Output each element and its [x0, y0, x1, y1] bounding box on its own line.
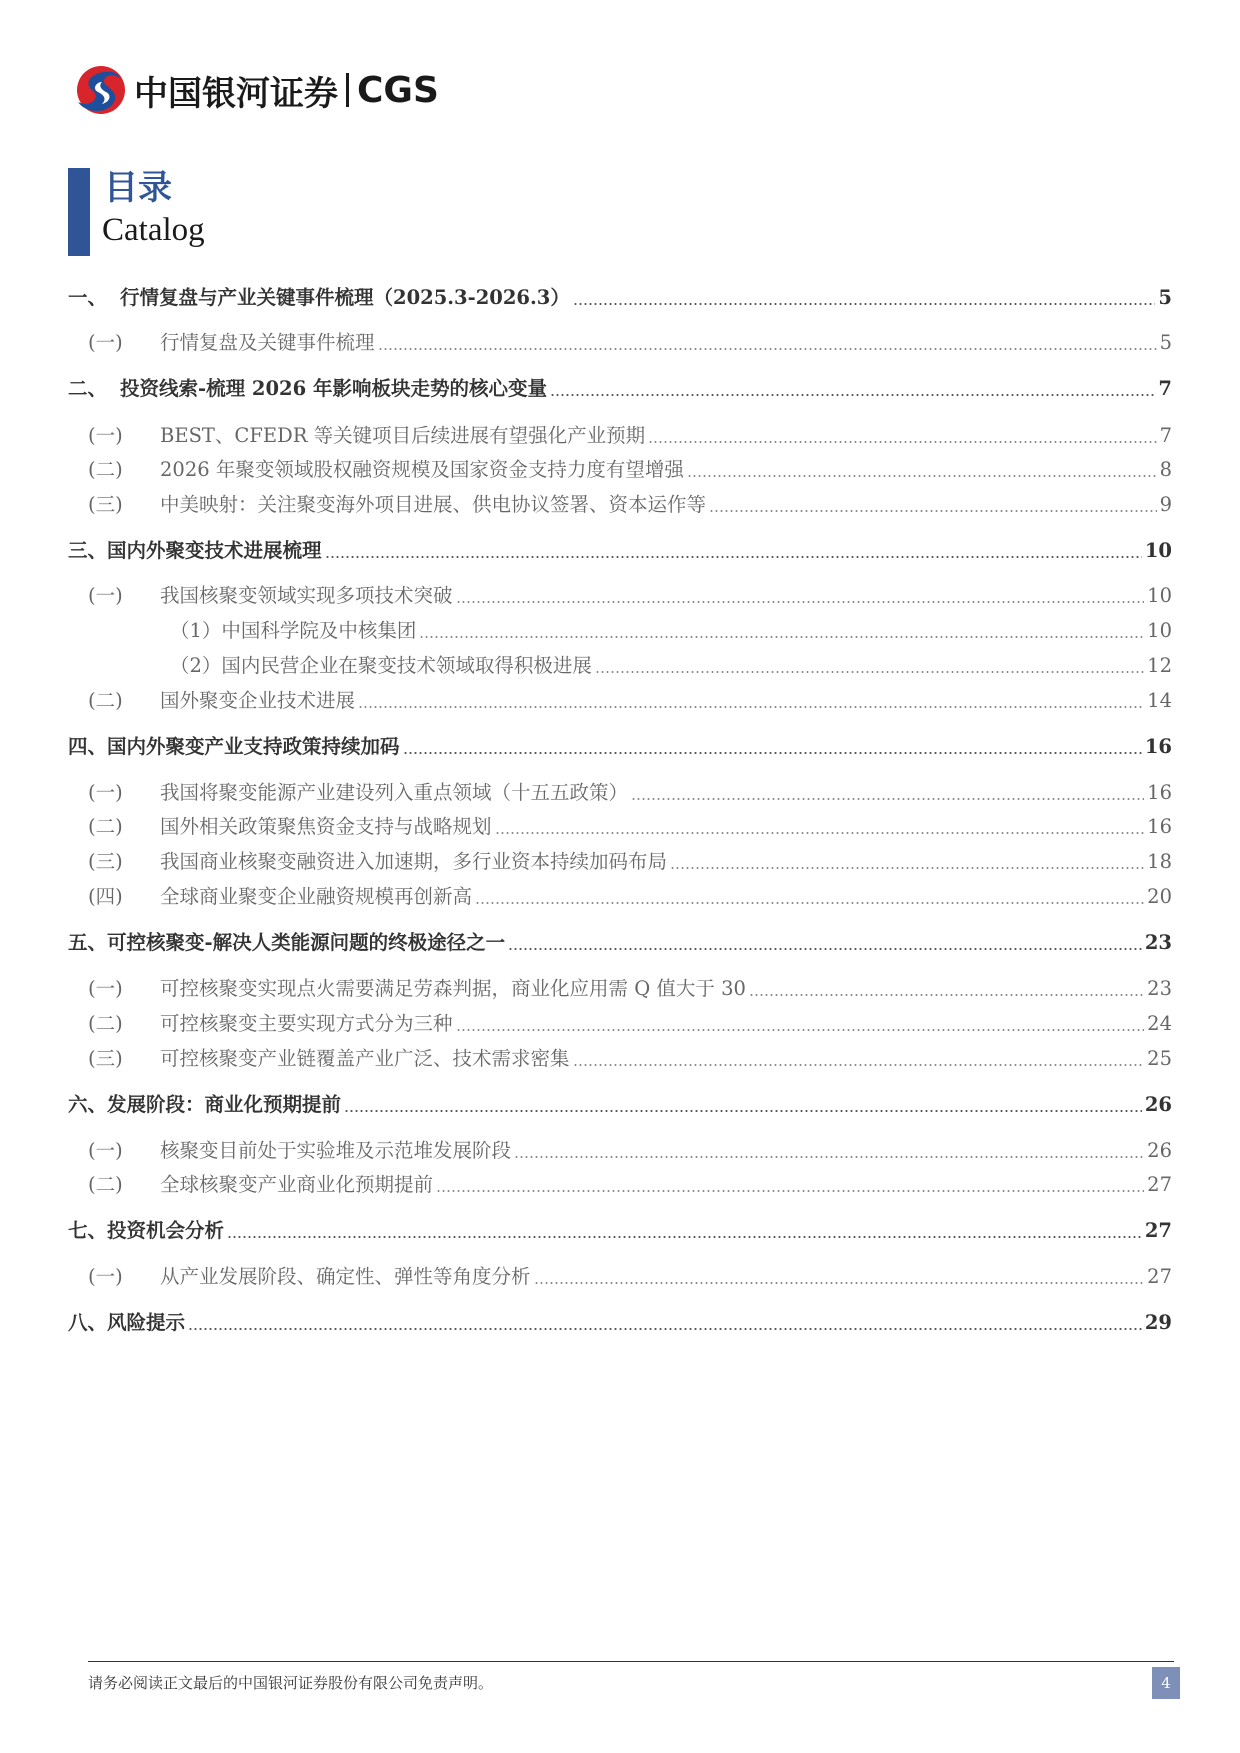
- toc-entry-number: (一): [88, 1265, 123, 1288]
- toc-entry[interactable]: [68, 927, 1172, 955]
- toc-dot-leader: [709, 510, 1157, 512]
- toc-entry[interactable]: [68, 685, 1172, 713]
- toc-dot-leader: [188, 1328, 1142, 1330]
- toc-entry-number: (三): [88, 850, 123, 873]
- toc-entry-page: 7: [1158, 377, 1172, 400]
- toc-entry-label: 行情复盘及关键事件梳理: [160, 331, 375, 354]
- toc-entry-page: 26: [1147, 1139, 1172, 1162]
- toc-entry-label: BEST、CFEDR 等关键项目后续进展有望强化产业预期: [160, 424, 646, 447]
- toc-entry-number: (二): [88, 815, 123, 838]
- toc-entry-label: （1）中国科学院及中核集团: [170, 619, 417, 642]
- toc-entry[interactable]: [68, 327, 1172, 355]
- toc-entry-label: 我国核聚变领域实现多项技术突破: [160, 584, 453, 607]
- toc-entry-number: (二): [88, 458, 123, 481]
- toc-dot-leader: [550, 394, 1155, 396]
- toc-entry[interactable]: [68, 1307, 1172, 1335]
- toc-entry-label: 核聚变目前处于实验堆及示范堆发展阶段: [160, 1139, 512, 1162]
- toc-entry[interactable]: [68, 881, 1172, 909]
- toc-entry-label: 投资线索-梳理 2026 年影响板块走势的核心变量: [120, 377, 547, 400]
- toc-entry[interactable]: [68, 650, 1172, 678]
- toc-dot-leader: [508, 948, 1142, 950]
- toc-dot-leader: [344, 1110, 1142, 1112]
- toc-entry-number: (一): [88, 1139, 123, 1162]
- toc-entry-label: （2）国内民营企业在聚变技术领域取得积极进展: [170, 654, 592, 677]
- toc-entry-label: 国外聚变企业技术进展: [160, 689, 356, 712]
- toc-entry[interactable]: [68, 731, 1172, 759]
- toc-entry-page: 14: [1147, 689, 1172, 712]
- toc-entry[interactable]: [68, 1215, 1172, 1243]
- toc-dot-leader: [495, 832, 1145, 834]
- toc-entry[interactable]: [68, 615, 1172, 643]
- toc-entry[interactable]: [68, 580, 1172, 608]
- toc-dot-leader: [534, 1282, 1145, 1284]
- toc-entry-page: 20: [1147, 885, 1172, 908]
- toc-dot-leader: [648, 441, 1156, 443]
- catalog-title-cn: 目录: [104, 168, 172, 208]
- toc-entry-page: 7: [1159, 424, 1172, 447]
- toc-dot-leader: [514, 1156, 1144, 1158]
- cgs-logo-icon: [72, 64, 130, 116]
- toc-entry-label: 六、发展阶段：商业化预期提前: [68, 1093, 342, 1116]
- toc-dot-leader: [595, 671, 1144, 673]
- toc-entry-label: 中美映射：关注聚变海外项目进展、供电协议签署、资本运作等: [160, 493, 707, 516]
- toc-entry-number: (一): [88, 781, 123, 804]
- brand-name-en: CGS: [357, 69, 439, 111]
- toc-entry[interactable]: [68, 373, 1172, 401]
- toc-entry-number: (一): [88, 424, 123, 447]
- toc-dot-leader: [403, 752, 1142, 754]
- toc-entry-label: 我国商业核聚变融资进入加速期，多行业资本持续加码布局: [160, 850, 668, 873]
- toc-entry-page: 10: [1147, 619, 1172, 642]
- toc-entry[interactable]: [68, 282, 1172, 310]
- toc-entry-page: 16: [1144, 735, 1172, 758]
- toc-entry-number: (一): [88, 331, 123, 354]
- footer-disclaimer: 请务必阅读正文最后的中国银河证券股份有限公司免责声明。: [88, 1674, 494, 1692]
- header: [72, 62, 439, 118]
- toc-entry-page: 10: [1144, 539, 1172, 562]
- toc-entry-page: 24: [1147, 1012, 1172, 1035]
- toc-entry[interactable]: [68, 1043, 1172, 1071]
- toc-dot-leader: [227, 1236, 1142, 1238]
- brand-divider: [346, 73, 349, 107]
- toc-entry-page: 10: [1147, 584, 1172, 607]
- toc-entry[interactable]: [68, 846, 1172, 874]
- toc-entry-page: 12: [1147, 654, 1172, 677]
- toc-entry-number: (三): [88, 493, 123, 516]
- toc-entry-page: 27: [1147, 1265, 1172, 1288]
- toc-entry-page: 16: [1147, 815, 1172, 838]
- toc-dot-leader: [749, 994, 1144, 996]
- toc-entry-number: (四): [88, 885, 123, 908]
- footer-divider: [88, 1661, 1174, 1662]
- title-accent-bar: [68, 168, 90, 256]
- toc-entry[interactable]: [68, 1169, 1172, 1197]
- toc-dot-leader: [573, 303, 1156, 305]
- toc-entry-label: 国外相关政策聚焦资金支持与战略规划: [160, 815, 492, 838]
- toc-entry[interactable]: [68, 420, 1172, 448]
- toc-entry[interactable]: [68, 1089, 1172, 1117]
- toc-dot-leader: [419, 636, 1144, 638]
- page-number: 4: [1152, 1667, 1180, 1699]
- toc-entry-label: 四、国内外聚变产业支持政策持续加码: [68, 735, 400, 758]
- toc-entry-label: 三、国内外聚变技术进展梳理: [68, 539, 322, 562]
- toc-dot-leader: [456, 601, 1145, 603]
- toc-dot-leader: [631, 798, 1144, 800]
- toc-entry-page: 27: [1144, 1219, 1172, 1242]
- catalog-title-en: Catalog: [102, 212, 205, 248]
- toc-dot-leader: [573, 1064, 1145, 1066]
- toc-entry-label: 七、投资机会分析: [68, 1219, 225, 1242]
- toc-entry-label: 全球商业聚变企业融资规模再创新高: [160, 885, 473, 908]
- toc-entry-number: (一): [88, 584, 123, 607]
- toc-entry[interactable]: [68, 973, 1172, 1001]
- toc-entry-page: 5: [1159, 331, 1172, 354]
- toc-dot-leader: [436, 1190, 1144, 1192]
- toc-entry-label: 我国将聚变能源产业建设列入重点领域（十五五政策）: [160, 781, 629, 804]
- toc-entry-label: 可控核聚变主要实现方式分为三种: [160, 1012, 453, 1035]
- toc-entry-label: 行情复盘与产业关键事件梳理（2025.3-2026.3）: [120, 286, 570, 309]
- toc-entry-page: 23: [1147, 977, 1172, 1000]
- toc-dot-leader: [325, 556, 1142, 558]
- toc-entry-label: 五、可控核聚变-解决人类能源问题的终极途径之一: [68, 931, 506, 954]
- toc-entry-page: 9: [1159, 493, 1172, 516]
- toc-dot-leader: [670, 867, 1144, 869]
- toc-entry-number: 一、: [68, 286, 108, 309]
- toc-entry-label: 八、风险提示: [68, 1311, 186, 1334]
- toc-entry-number: (一): [88, 977, 123, 1000]
- toc-dot-leader: [687, 475, 1157, 477]
- toc-entry-page: 26: [1144, 1093, 1172, 1116]
- toc-entry-page: 23: [1144, 931, 1172, 954]
- toc-entry[interactable]: [68, 777, 1172, 805]
- toc-entry-number: (二): [88, 1173, 123, 1196]
- toc-entry-page: 18: [1147, 850, 1172, 873]
- toc-entry[interactable]: [68, 454, 1172, 482]
- toc-entry-number: 二、: [68, 377, 108, 400]
- toc-entry-page: 16: [1147, 781, 1172, 804]
- toc-entry[interactable]: [68, 1008, 1172, 1036]
- toc-dot-leader: [358, 706, 1144, 708]
- toc-entry-page: 8: [1159, 458, 1172, 481]
- toc-entry-number: (三): [88, 1047, 123, 1070]
- toc-entry-label: 全球核聚变产业商业化预期提前: [160, 1173, 434, 1196]
- toc-entry[interactable]: [68, 1261, 1172, 1289]
- toc-entry-page: 27: [1147, 1173, 1172, 1196]
- toc-dot-leader: [378, 348, 1157, 350]
- toc-entry[interactable]: [68, 1135, 1172, 1163]
- toc-entry-label: 从产业发展阶段、确定性、弹性等角度分析: [160, 1265, 531, 1288]
- toc-entry-number: (二): [88, 1012, 123, 1035]
- brand-name-cn: 中国银河证券: [134, 73, 338, 114]
- toc-entry-page: 29: [1144, 1311, 1172, 1334]
- toc-entry-page: 5: [1158, 286, 1172, 309]
- toc-entry[interactable]: [68, 811, 1172, 839]
- toc-dot-leader: [456, 1029, 1145, 1031]
- toc-dot-leader: [475, 902, 1144, 904]
- toc-entry-page: 25: [1147, 1047, 1172, 1070]
- toc-entry-label: 2026 年聚变领域股权融资规模及国家资金支持力度有望增强: [160, 458, 684, 481]
- toc-entry-label: 可控核聚变产业链覆盖产业广泛、技术需求密集: [160, 1047, 570, 1070]
- toc-entry[interactable]: [68, 489, 1172, 517]
- toc-entry-number: (二): [88, 689, 123, 712]
- toc-entry[interactable]: [68, 535, 1172, 563]
- toc-entry-label: 可控核聚变实现点火需要满足劳森判据，商业化应用需 Q 值大于 30: [160, 977, 746, 1000]
